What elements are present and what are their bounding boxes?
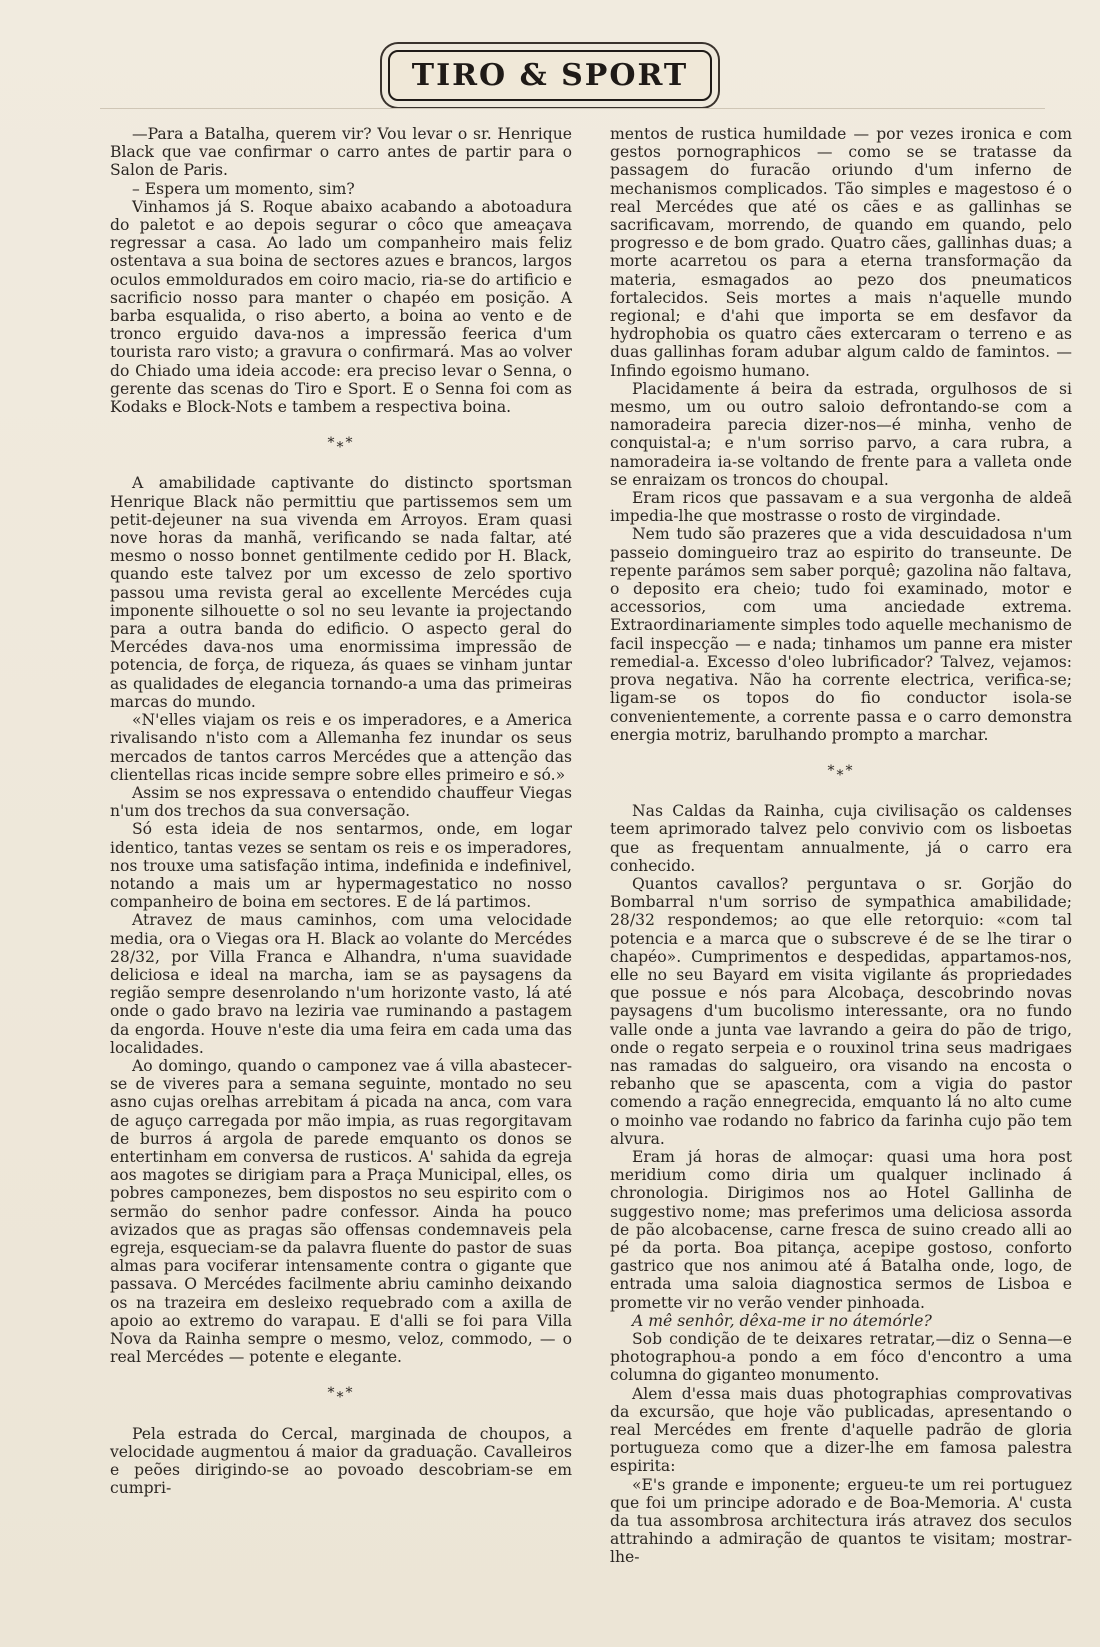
paragraph: – Espera um momento, sim? [132,179,355,198]
section-separator: *⁎* [827,762,855,779]
paragraph: «N'elles viajam os reis e os imperadores, e a America rivalisando n'isto com a Allemanha fez inundar os seus mercados de tantos carros Mercédes que a attenção das clientellas ricas incide sempre sobre elles primeiro e só.» [110,711,572,784]
paragraph: Nas Caldas da Rainha, cuja civilisação os caldenses teem aprimorado talvez pelo convivio com os lisboetas que as frequentam annualmente, já o carro era conhecido. [610,802,1072,875]
paragraph: Alem d'essa mais duas photographias comprovativas da excursão, que hoje vão publicadas, apresentando o real Mercédes em frente d'aquelle padrão de gloria portugueza como que a dizer-lhe em famosa palestra espirita: [610,1384,1072,1476]
paragraph: Placidamente á beira da estrada, orgulhosos de si mesmo, um ou outro saloio defrontando-se com a namoradeira parecia dizer-nos—é minha, venho de conquistal-a; e n'um sorriso parvo, a cara rubra, a namoradeira ia-se voltando de frente para a valleta onde se enraizam os troncos do choupal. [610,379,1072,489]
right-column [610,125,1072,1625]
paragraph: Eram já horas de almoçar: quasi uma hora post meridium como diria um qualquer inclinado á chronologia. Dirigimos nos ao Hotel Gallinha de suggestivo nome; mas preferimos uma deliciosa assorda de pão alcobacense, carne fresca de suino creado alli ao pé da porta. Boa pitança, acepipe gostoso, conforto gastrico que nos animou até á Batalha onde, logo, de entrada uma saloia diagnostica sermos de Lisboa e promette vir no verão vender pinhoada. [610,1147,1072,1312]
header-rule [100,108,1045,109]
section-separator: *⁎* [327,1385,355,1402]
paragraph: Sob condição de te deixares retratar,—diz o Senna—e photographou-a pondo a em fóco d'encontro a uma columna do giganteo monumento. [610,1330,1072,1385]
paragraph: Vinhamos já S. Roque abaixo acabando a abotoadura do paletot e ao depois segurar o côco que ameaçava regressar a casa. Ao lado um companheiro mais feliz ostentava a sua boina de sectores azues e brancos, largos oculos emmoldurados em coiro macio, ria-se do artificio e sacrificio nosso para manter o chapéo em posição. A barba esqualida, o riso aberto, a boina ao vento e de tronco erguido dava-nos a impressão feerica d'um tourista raro visto; a gravura o confirmará. Mas ao volver do Chiado uma ideia accode: era preciso levar o Senna, o gerente das scenas do Tiro e Sport. E o Senna foi com as Kodaks e Block-Nots e tambem a respectiva boina. [110,197,572,417]
left-column [110,125,572,1625]
paragraph: A mê senhôr, dêxa-me ir no átemórle? [632,1311,932,1330]
paragraph: Atravez de maus caminhos, com uma velocidade media, ora o Viegas ora H. Black ao volante do Mercédes 28/32, por Villa Franca e Alhandra, n'uma suavidade deliciosa e ideal na marcha, iam se as paysagens da região sempre desenrolando n'um horizonte vasto, lá até onde o gado bravo na leziria vae ruminando a pastagem da engorda. Houve n'este dia uma feira em cada uma das localidades. [110,911,572,1057]
paragraph: Quantos cavallos? perguntava o sr. Gorjão do Bombarral n'um sorriso de sympathica amabilidade; 28/32 respondemos; ao que elle retorquio: «com tal potencia e a marca que o subscreve é de se lhe tirar o chapéo». Cumprimentos e despedidas, appartamos-nos, elle no seu Bayard em visita vigilante ás propriedades que possue e nós para Alcobaça, descobrindo novas paysagens d'um bucolismo interessante, ora no fundo valle onde a junta vae lavrando a geira do pão de trigo, onde o regato serpeia e o rouxinol trina seus madrigaes nas ramadas do salgueiro, ora visando na encosta o rebanho que se apascenta, com a vigia do pastor comendo a ração ennegrecida, emquanto lá no alto cume o moinho vae rodando no fabrico da farinha cujo pão tem alvura. [610,874,1072,1148]
masthead [0,40,1100,110]
paragraph: «E's grande e imponente; ergueu-te um rei portuguez que foi um principe adorado e de Boa-Memoria. A' custa da tua assombrosa architectura irás atravez dos seculos attrahindo a admiração de quantos te visitam; mostrar-lhe- [610,1475,1072,1567]
paragraph: A amabilidade captivante do distincto sportsman Henrique Black não permittiu que partissemos sem um petit-dejeuner na sua vivenda em Arroyos. Eram quasi nove horas da manhã, verificando se nada faltar, até mesmo o nosso bonnet gentilmente cedido por H. Black, quando este talvez por um excesso de zelo sportivo passou uma revista geral ao excellente Mercédes cuja imponente silhouette o sol no seu levante ia projectando para a outra banda do edificio. O aspecto geral do Mercédes dava-nos uma enormissima impressão de potencia, de força, de riqueza, ás quaes se vinham juntar as qualidades de elegancia tornando-a uma das primeiras marcas do mundo. [110,474,572,711]
paragraph: Assim se nos expressava o entendido chauffeur Viegas n'um dos trechos da sua conversação. [110,783,572,821]
masthead-logo: TIRO & SPORT [388,50,712,101]
paragraph: mentos de rustica humildade — por vezes ironica e com gestos pornographicos — como se se tratasse da passagem do furacão oriundo d'um inferno de mechanismos complicados. Tão simples e magestoso é o real Mercédes que até os cães e as gallinhas se sacrificavam, morrendo, de quando em quando, pelo progresso e de bom grado. Quatro cães, gallinhas duas; a morte acarretou os para a eterna transformação da materia, esmagados ao pezo dos pneumaticos fortalecidos. Seis mortes a mais n'aquelle mundo regional; e d'ahi que importa se em desfavor da hydrophobia os quatro cães extercaram o terreno e as duas gallinhas foram adubar algum caldo de famintos. — Infindo egoismo humano. [610,125,1072,380]
paragraph: Eram ricos que passavam e a sua vergonha de aldeã impedia-lhe que mostrasse o rosto de virgindade. [610,489,1072,526]
paragraph: Só esta ideia de nos sentarmos, onde, em logar identico, tantas vezes se sentam os reis e os imperadores, nos trouxe uma satisfação intima, indefinida e indefinivel, notando a mais um ar hypermagestatico no nosso companheiro de boina em sectores. E de lá partimos. [110,820,572,912]
paragraph: Ao domingo, quando o camponez vae á villa abastecer-se de viveres para a semana seguinte, montado no seu asno cujas orelhas arrebitam á picada na anca, com vara de aguço carregada por mão impia, as ruas regorgitavam de burros á argola de parede emquanto os donos se entertinham em conversa de rusticos. A' sahida da egreja aos magotes se dirigiam para a Praça Municipal, elles, os pobres camponezes, bem dispostos no seu espirito com o sermão do senhor padre confessor. Ainda ha pouco avizados que as pragas são offensas condemnaveis pela egreja, esqueciam-se da palavra fluente do pastor de suas almas para vociferar intensamente contra o gigante que passava. O Mercédes facilmente abriu caminho deixando os na trazeira em desleixo requebrado com a axilla de apoio ao extremo do varapau. E d'alli se foi para Villa Nova da Rainha sempre o mesmo, veloz, commodo, — o real Mercédes — potente e elegante. [110,1056,572,1367]
section-separator: *⁎* [327,435,355,452]
paragraph: Nem tudo são prazeres que a vida descuidadosa n'um passeio domingueiro traz ao espirito do transeunte. De repente parámos sem saber porquê; gazolina não faltava, o deposito era cheio; tudo foi examinado, motor e accessorios, com uma anciedade extrema. Extraordinariamente simples todo aquelle mechanismo de facil inspecção — e nada; tinhamos um panne era mister remedial-a. Excesso d'oleo lubrificador? Talvez, vejamos: prova negativa. Não ha corrente electrica, verifica-se; ligam-se os topos do fio conductor isola-se convenientemente, a corrente passa e o carro demonstra energia motriz, barulhando prompto a marchar. [610,525,1072,744]
paragraph: Pela estrada do Cercal, marginada de choupos, a velocidade augmentou á maior da graduação. Cavalleiros e peões dirigindo-se ao povoado descobriam-se em cumpri- [110,1424,572,1498]
paragraph: —Para a Batalha, querem vir? Vou levar o sr. Henrique Black que vae confirmar o carro antes de partir para o Salon de Paris. [110,125,572,180]
